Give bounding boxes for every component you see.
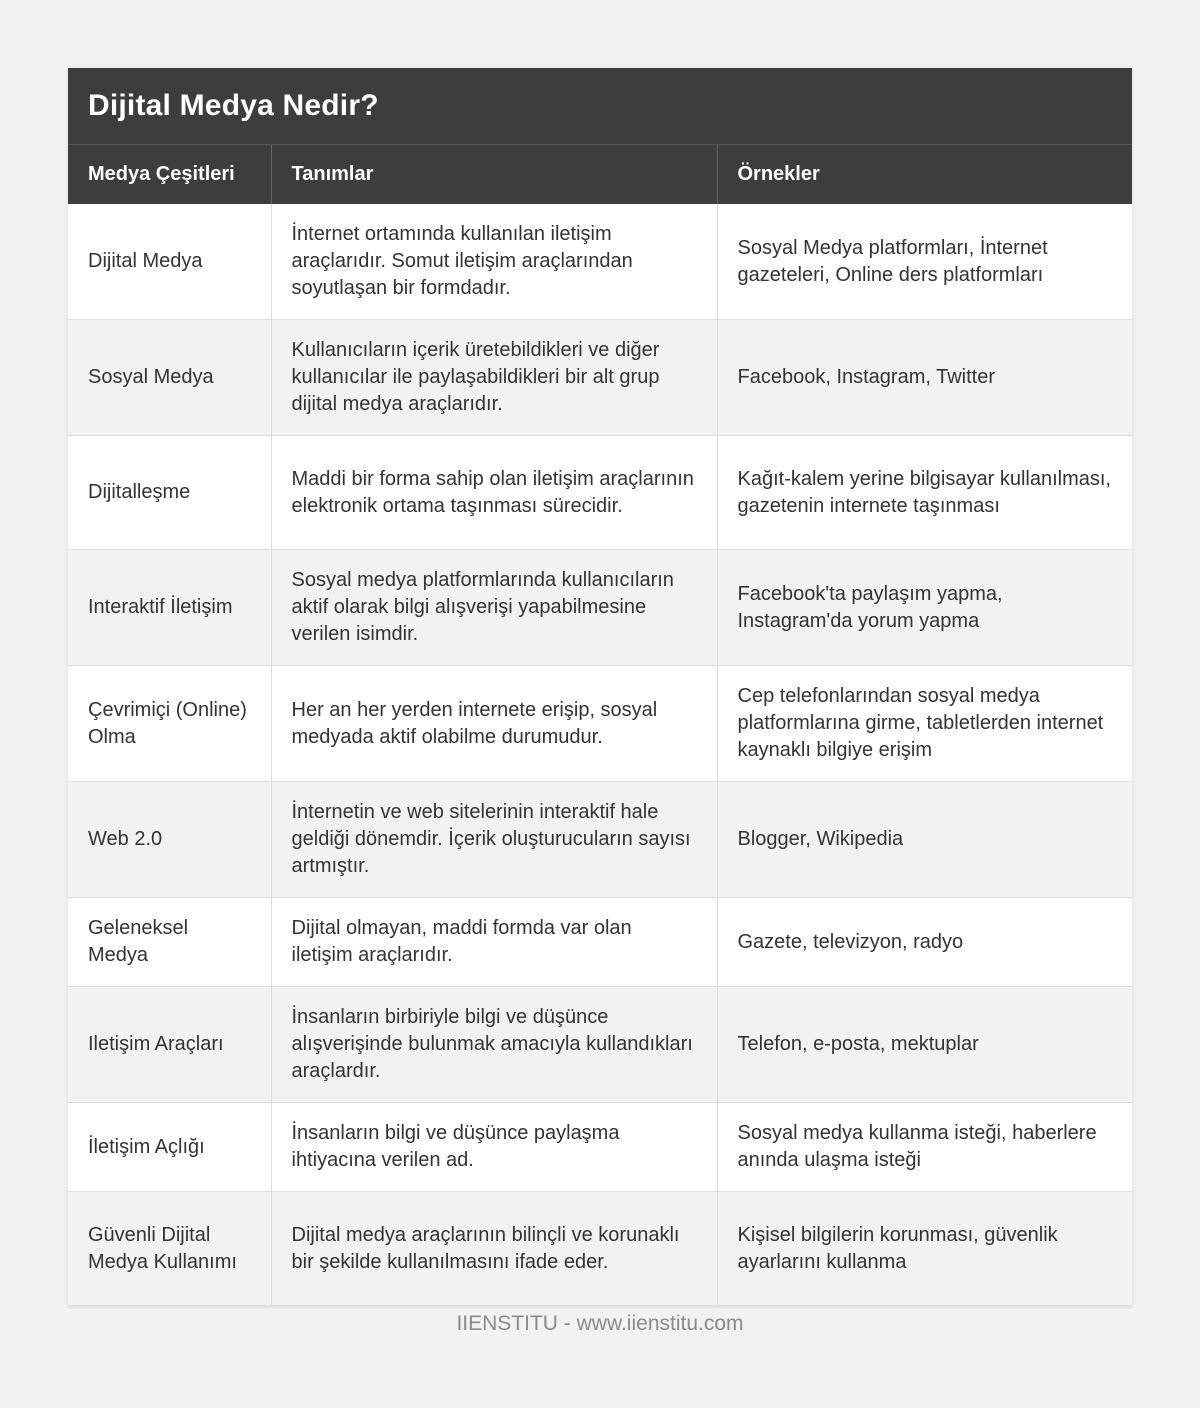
definition-cell: Sosyal medya platformlarında kullanıcıların aktif olarak bilgi alışverişi yapabilmesine verilen isimdir. xyxy=(271,550,717,666)
table-row xyxy=(68,204,1132,320)
page-title: Dijital Medya Nedir? xyxy=(88,89,379,122)
table-row xyxy=(68,320,1132,436)
example-cell: Kişisel bilgilerin korunması, güvenlik ayarlarını kullanma xyxy=(717,1192,1132,1306)
table-row xyxy=(68,550,1132,666)
media-type-cell: Web 2.0 xyxy=(68,782,271,898)
footer-credit: IIENSTITU - www.iienstitu.com xyxy=(456,1312,744,1335)
column-header-examples: Örnekler xyxy=(717,145,1132,204)
media-type-cell: Iletişim Araçları xyxy=(68,987,271,1103)
table-row xyxy=(68,1103,1132,1192)
example-cell: Sosyal Medya platformları, İnternet gazeteleri, Online ders platformları xyxy=(717,204,1132,320)
example-cell: Blogger, Wikipedia xyxy=(717,782,1132,898)
definition-cell: Maddi bir forma sahip olan iletişim araçlarının elektronik ortama taşınması sürecidir. xyxy=(271,436,717,550)
table-body xyxy=(68,204,1132,1306)
table-row xyxy=(68,987,1132,1103)
definition-cell: İnsanların birbiriyle bilgi ve düşünce alışverişinde bulunmak amacıyla kullandıkları araçlardır. xyxy=(271,987,717,1103)
example-cell: Gazete, televizyon, radyo xyxy=(717,898,1132,987)
example-cell: Kağıt-kalem yerine bilgisayar kullanılması, gazetenin internete taşınması xyxy=(717,436,1132,550)
definition-cell: Kullanıcıların içerik üretebildikleri ve diğer kullanıcılar ile paylaşabildikleri bir alt grup dijital medya araçlarıdır. xyxy=(271,320,717,436)
media-type-cell: Geleneksel Medya xyxy=(68,898,271,987)
table-row xyxy=(68,782,1132,898)
example-cell: Facebook'ta paylaşım yapma, Instagram'da yorum yapma xyxy=(717,550,1132,666)
table-row xyxy=(68,666,1132,782)
media-type-cell: Güvenli Dijital Medya Kullanımı xyxy=(68,1192,271,1306)
column-header-media-types: Medya Çeşitleri xyxy=(68,145,271,204)
example-cell: Sosyal medya kullanma isteği, haberlere anında ulaşma isteği xyxy=(717,1103,1132,1192)
media-type-cell: Interaktif İletişim xyxy=(68,550,271,666)
example-cell: Telefon, e-posta, mektuplar xyxy=(717,987,1132,1103)
definition-cell: İnternet ortamında kullanılan iletişim araçlarıdır. Somut iletişim araçlarından soyutlaşan bir formdadır. xyxy=(271,204,717,320)
media-type-cell: İletişim Açlığı xyxy=(68,1103,271,1192)
media-type-cell: Dijital Medya xyxy=(68,204,271,320)
definition-cell: İnsanların bilgi ve düşünce paylaşma ihtiyacına verilen ad. xyxy=(271,1103,717,1192)
media-type-cell: Dijitalleşme xyxy=(68,436,271,550)
table-row xyxy=(68,1192,1132,1306)
table-header xyxy=(68,145,1132,204)
content-card xyxy=(68,68,1132,1306)
definition-cell: Dijital medya araçlarının bilinçli ve korunaklı bir şekilde kullanılmasını ifade eder. xyxy=(271,1192,717,1306)
example-cell: Cep telefonlarından sosyal medya platformlarına girme, tabletlerden internet kaynaklı bilgiye erişim xyxy=(717,666,1132,782)
media-type-cell: Çevrimiçi (Online) Olma xyxy=(68,666,271,782)
table-row xyxy=(68,898,1132,987)
definition-cell: Her an her yerden internete erişip, sosyal medyada aktif olabilme durumudur. xyxy=(271,666,717,782)
title-bar xyxy=(68,68,1132,145)
example-cell: Facebook, Instagram, Twitter xyxy=(717,320,1132,436)
definition-cell: Dijital olmayan, maddi formda var olan iletişim araçlarıdır. xyxy=(271,898,717,987)
header-row xyxy=(68,145,1132,204)
column-header-definitions: Tanımlar xyxy=(271,145,717,204)
definition-cell: İnternetin ve web sitelerinin interaktif hale geldiği dönemdir. İçerik oluşturucuların sayısı artmıştır. xyxy=(271,782,717,898)
media-type-cell: Sosyal Medya xyxy=(68,320,271,436)
table-row xyxy=(68,436,1132,550)
media-table xyxy=(68,145,1132,1306)
